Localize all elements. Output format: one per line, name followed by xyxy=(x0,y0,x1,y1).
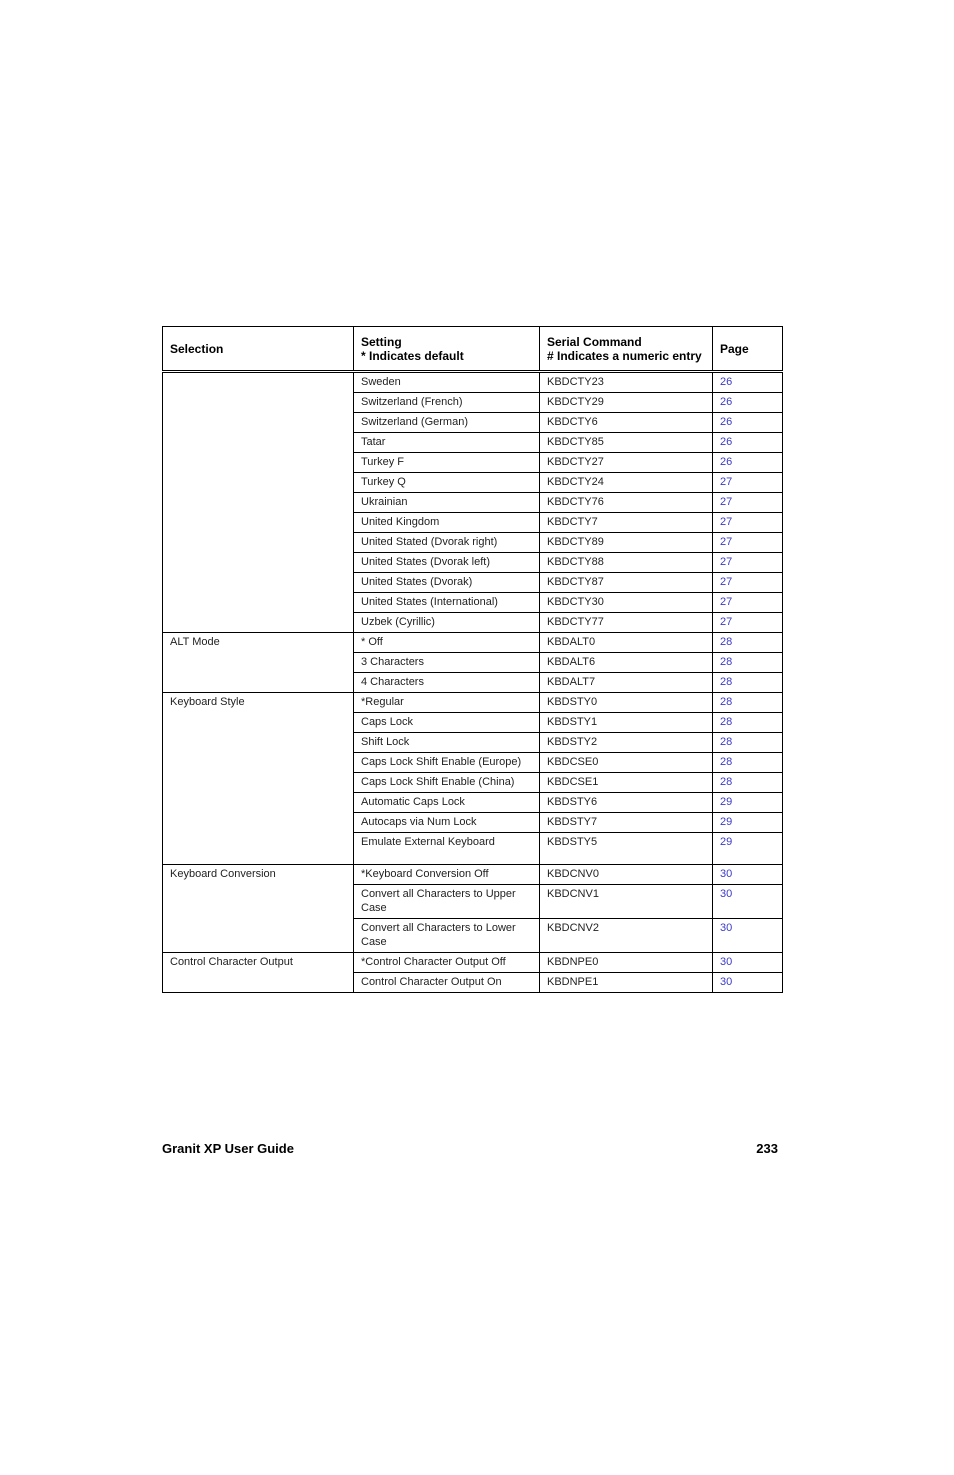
header-setting-title: Setting xyxy=(361,334,402,349)
page-link[interactable]: 27 xyxy=(720,496,733,508)
selection-cell: Keyboard Style xyxy=(163,693,354,865)
serial-command-cell: KBDCTY7 xyxy=(540,513,713,533)
page-cell xyxy=(713,753,783,773)
page-cell xyxy=(713,633,783,653)
table-row xyxy=(163,865,783,885)
page-cell xyxy=(713,553,783,573)
table-row xyxy=(163,953,783,973)
serial-command-cell: KBDSTY0 xyxy=(540,693,713,713)
page-link[interactable]: 27 xyxy=(720,576,733,588)
page-cell xyxy=(713,593,783,613)
page-cell xyxy=(713,793,783,813)
page-link[interactable]: 28 xyxy=(720,736,733,748)
serial-command-cell: KBDALT0 xyxy=(540,633,713,653)
page-cell xyxy=(713,673,783,693)
page-link[interactable]: 27 xyxy=(720,616,733,628)
page-cell xyxy=(713,813,783,833)
setting-cell: Ukrainian xyxy=(354,493,540,513)
table-body xyxy=(163,372,783,993)
setting-cell: *Control Character Output Off xyxy=(354,953,540,973)
setting-cell: Caps Lock xyxy=(354,713,540,733)
settings-table xyxy=(162,326,783,993)
serial-command-cell: KBDCNV0 xyxy=(540,865,713,885)
page-link[interactable]: 26 xyxy=(720,376,733,388)
setting-cell: * Off xyxy=(354,633,540,653)
page-cell xyxy=(713,393,783,413)
footer-guide-title: Granit XP User Guide xyxy=(162,1141,294,1156)
page-link[interactable]: 30 xyxy=(720,956,733,968)
header-page: Page xyxy=(713,327,783,372)
page-cell xyxy=(713,773,783,793)
setting-cell: 3 Characters xyxy=(354,653,540,673)
selection-cell: Keyboard Conversion xyxy=(163,865,354,953)
table-header xyxy=(163,327,783,372)
page-cell xyxy=(713,453,783,473)
serial-command-cell: KBDCSE0 xyxy=(540,753,713,773)
footer-page-number: 233 xyxy=(756,1141,778,1156)
header-serial-title: Serial Command xyxy=(547,334,642,349)
setting-cell: Autocaps via Num Lock xyxy=(354,813,540,833)
serial-command-cell: KBDCTY30 xyxy=(540,593,713,613)
serial-command-cell: KBDCTY89 xyxy=(540,533,713,553)
serial-command-cell: KBDSTY2 xyxy=(540,733,713,753)
page-cell xyxy=(713,653,783,673)
serial-command-cell: KBDCTY29 xyxy=(540,393,713,413)
page-link[interactable]: 27 xyxy=(720,536,733,548)
page-link[interactable]: 29 xyxy=(720,836,733,848)
serial-command-cell: KBDCTY27 xyxy=(540,453,713,473)
page-link[interactable]: 27 xyxy=(720,596,733,608)
page-cell xyxy=(713,372,783,393)
page-cell xyxy=(713,953,783,973)
setting-cell: *Keyboard Conversion Off xyxy=(354,865,540,885)
table-row xyxy=(163,372,783,393)
serial-command-cell: KBDSTY6 xyxy=(540,793,713,813)
page-cell xyxy=(713,833,783,865)
serial-command-cell: KBDCTY6 xyxy=(540,413,713,433)
setting-cell: United States (International) xyxy=(354,593,540,613)
serial-command-cell: KBDCTY87 xyxy=(540,573,713,593)
header-setting-note: * Indicates default xyxy=(361,348,464,363)
page-link[interactable]: 30 xyxy=(720,922,733,934)
header-serial-command xyxy=(540,327,713,372)
setting-cell: Switzerland (French) xyxy=(354,393,540,413)
page-link[interactable]: 29 xyxy=(720,816,733,828)
setting-cell: Shift Lock xyxy=(354,733,540,753)
page-link[interactable]: 28 xyxy=(720,756,733,768)
serial-command-cell: KBDCTY85 xyxy=(540,433,713,453)
setting-cell: 4 Characters xyxy=(354,673,540,693)
setting-cell: United Kingdom xyxy=(354,513,540,533)
selection-cell: Control Character Output xyxy=(163,953,354,993)
page-cell xyxy=(713,885,783,919)
page-link[interactable]: 26 xyxy=(720,396,733,408)
setting-cell: Caps Lock Shift Enable (China) xyxy=(354,773,540,793)
setting-cell: Tatar xyxy=(354,433,540,453)
serial-command-cell: KBDSTY7 xyxy=(540,813,713,833)
setting-cell: United States (Dvorak left) xyxy=(354,553,540,573)
setting-cell: Control Character Output On xyxy=(354,973,540,993)
setting-cell: Switzerland (German) xyxy=(354,413,540,433)
setting-cell: Turkey F xyxy=(354,453,540,473)
setting-cell: Caps Lock Shift Enable (Europe) xyxy=(354,753,540,773)
page-cell xyxy=(713,973,783,993)
serial-command-cell: KBDSTY1 xyxy=(540,713,713,733)
page-cell xyxy=(713,713,783,733)
page-link[interactable]: 28 xyxy=(720,716,733,728)
serial-command-cell: KBDSTY5 xyxy=(540,833,713,865)
page-link[interactable]: 29 xyxy=(720,796,733,808)
page-link[interactable]: 28 xyxy=(720,656,733,668)
page-cell xyxy=(713,433,783,453)
page-cell xyxy=(713,413,783,433)
page-link[interactable]: 27 xyxy=(720,476,733,488)
page-link[interactable]: 28 xyxy=(720,776,733,788)
page-link[interactable]: 28 xyxy=(720,676,733,688)
setting-cell: United Stated (Dvorak right) xyxy=(354,533,540,553)
serial-command-cell: KBDCTY88 xyxy=(540,553,713,573)
selection-cell xyxy=(163,372,354,633)
page-cell xyxy=(713,919,783,953)
serial-command-cell: KBDCTY23 xyxy=(540,372,713,393)
setting-cell: Automatic Caps Lock xyxy=(354,793,540,813)
page-link[interactable]: 26 xyxy=(720,436,733,448)
setting-cell: *Regular xyxy=(354,693,540,713)
page-link[interactable]: 28 xyxy=(720,636,733,648)
header-setting xyxy=(354,327,540,372)
serial-command-cell: KBDNPE1 xyxy=(540,973,713,993)
page-link[interactable]: 27 xyxy=(720,556,733,568)
serial-command-cell: KBDALT7 xyxy=(540,673,713,693)
selection-cell: ALT Mode xyxy=(163,633,354,693)
header-serial-note: # Indicates a numeric entry xyxy=(547,348,702,363)
page-cell xyxy=(713,733,783,753)
header-selection: Selection xyxy=(163,327,354,372)
page-cell xyxy=(713,533,783,553)
setting-cell: United States (Dvorak) xyxy=(354,573,540,593)
serial-command-cell: KBDCTY77 xyxy=(540,613,713,633)
serial-command-cell: KBDCTY76 xyxy=(540,493,713,513)
page-link[interactable]: 30 xyxy=(720,888,733,900)
page-cell xyxy=(713,573,783,593)
page-link[interactable]: 26 xyxy=(720,456,733,468)
page-link[interactable]: 28 xyxy=(720,696,733,708)
table-row xyxy=(163,693,783,713)
serial-command-cell: KBDCNV2 xyxy=(540,919,713,953)
page-cell xyxy=(713,513,783,533)
page-link[interactable]: 27 xyxy=(720,516,733,528)
serial-command-cell: KBDCSE1 xyxy=(540,773,713,793)
serial-command-cell: KBDCTY24 xyxy=(540,473,713,493)
setting-cell: Convert all Characters to Lower Case xyxy=(354,919,540,953)
serial-command-cell: KBDCNV1 xyxy=(540,885,713,919)
setting-cell: Turkey Q xyxy=(354,473,540,493)
page-cell xyxy=(713,473,783,493)
page-cell xyxy=(713,693,783,713)
page-cell xyxy=(713,613,783,633)
page-link[interactable]: 30 xyxy=(720,976,733,988)
page-cell xyxy=(713,865,783,885)
page-link[interactable]: 26 xyxy=(720,416,733,428)
setting-cell: Emulate External Keyboard xyxy=(354,833,540,865)
setting-cell: Uzbek (Cyrillic) xyxy=(354,613,540,633)
table-row xyxy=(163,633,783,653)
setting-cell: Convert all Characters to Upper Case xyxy=(354,885,540,919)
serial-command-cell: KBDALT6 xyxy=(540,653,713,673)
page-cell xyxy=(713,493,783,513)
setting-cell: Sweden xyxy=(354,372,540,393)
serial-command-cell: KBDNPE0 xyxy=(540,953,713,973)
page-link[interactable]: 30 xyxy=(720,868,733,880)
